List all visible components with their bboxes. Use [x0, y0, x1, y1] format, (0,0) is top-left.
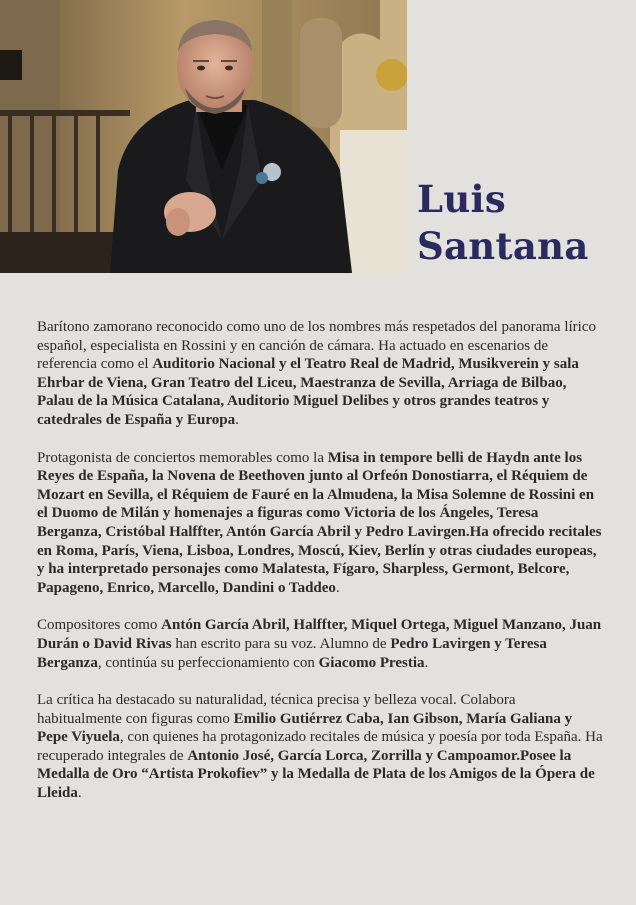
bio-highlight: Misa in tempore belli de Haydn ante los Reyes de España, la Novena de Beethoven junto al Orfeón Donostiarra, el Réquiem de Mozart en Sevilla, el Réquiem de Fauré en la Almudena, la Misa Solemne de Rossini en el Duomo de Milán y homenajes a figuras como Victoria de los Ángeles, Teresa Berganza, Cristóbal Halffter, Antón García Abril y Pedro Lavirgen.Ha ofrecido recitales en Roma, París, Viena, Lisboa, Londres, Moscú, Kiev, Berlín y otras ciudades europeas, y ha interpretado personajes como Malatesta, Fígaro, Sharpless, Germont, Belcore, Papageno, Enrico, Marcello, Dandini o Taddeo: [37, 449, 602, 596]
bio-segment: La crítica ha destacado su naturalidad, técnica precisa y belleza vocal. Colabora habitualmente con figuras como: [37, 692, 516, 727]
biography: [37, 318, 603, 822]
bio-paragraph-2: [37, 449, 603, 598]
bio-segment: han escrito para su voz. Alumno de: [171, 635, 391, 652]
performer-name: [417, 176, 589, 270]
bio-segment: , continúa su perfeccionamiento con: [97, 654, 319, 671]
bio-segment: Compositores como: [37, 617, 162, 634]
bio-segment: .: [424, 654, 429, 671]
bio-segment: , con quienes ha protagonizado recitales de música y poesía por toda España. Ha recuperado integrales de: [37, 729, 603, 764]
portrait-photo: [0, 0, 407, 273]
bio-paragraph-1: [37, 318, 603, 430]
bio-segment: Barítono zamorano reconocido como uno de los nombres más respetados del panorama lírico español, especialista en Rossini y en canción de cámara. Ha actuado en escenarios de referencia como el: [37, 319, 596, 373]
bio-highlight: Auditorio Nacional y el Teatro Real de Madrid, Musikverein y sala Ehrbar de Viena, Gran Teatro del Liceu, Maestranza de Sevilla, Arriaga de Bilbao, Palau de la Música Catalana, Auditorio Miguel Delibes y otros grandes teatros y catedrales de España y Europa: [37, 356, 579, 428]
bio-segment: .: [235, 411, 239, 428]
bio-segment: Protagonista de conciertos memorables como la: [37, 449, 328, 466]
bio-segment: .: [335, 579, 340, 596]
bio-paragraph-3: [37, 616, 603, 672]
name-first: Luis: [417, 177, 507, 221]
bio-highlight: Antón García Abril, Halffter, Miquel Ortega, Miguel Manzano, Juan Durán o David Rivas: [37, 617, 602, 652]
bio-paragraph-4: [37, 691, 603, 803]
bio-highlight: Giacomo Prestia: [318, 654, 425, 671]
bio-segment: .: [77, 785, 82, 802]
bio-highlight: Emilio Gutiérrez Caba, Ian Gibson, María Galiana y Pepe Viyuela: [37, 710, 573, 746]
bio-highlight: Pedro Lavirgen y Teresa Berganza: [37, 635, 547, 671]
bio-highlight: Antonio José, García Lorca, Zorrilla y Campoamor.Posee la Medalla de Oro “Artista Prokofiev” y la Medalla de Plata de los Amigos de la Ópera de Lleida: [37, 747, 595, 802]
name-last: Santana: [417, 224, 589, 268]
